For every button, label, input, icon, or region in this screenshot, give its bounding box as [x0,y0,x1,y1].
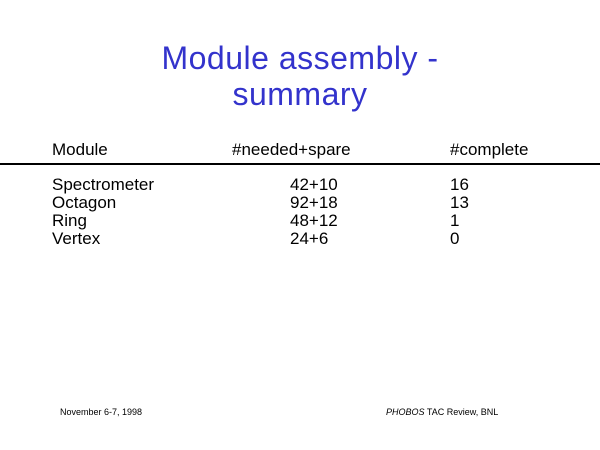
cell-module: Octagon [52,193,117,212]
header-module: Module [52,140,108,159]
cell-complete: 1 [450,211,460,230]
header-complete: #complete [450,140,529,159]
header-divider [0,163,600,165]
cell-needed: 42+10 [290,175,338,194]
footer-venue: TAC Review, BNL [426,407,499,417]
slide-title [0,40,600,112]
cell-needed: 92+18 [290,193,338,212]
cell-needed: 48+12 [290,211,338,230]
slide-title-line-1: Module assembly - [161,40,439,76]
cell-module: Ring [52,211,87,230]
cell-complete: 0 [450,229,460,248]
cell-needed: 24+6 [290,229,329,248]
footer-experiment: PHOBOS [386,407,425,417]
cell-module: Vertex [52,229,101,248]
footer-review [386,407,498,417]
slide-title-line-2: summary [232,76,368,112]
header-needed-spare: #needed+spare [232,140,351,159]
cell-complete: 16 [450,175,469,194]
footer-date: November 6-7, 1998 [60,407,143,417]
cell-complete: 13 [450,193,469,212]
cell-module: Spectrometer [52,175,155,194]
